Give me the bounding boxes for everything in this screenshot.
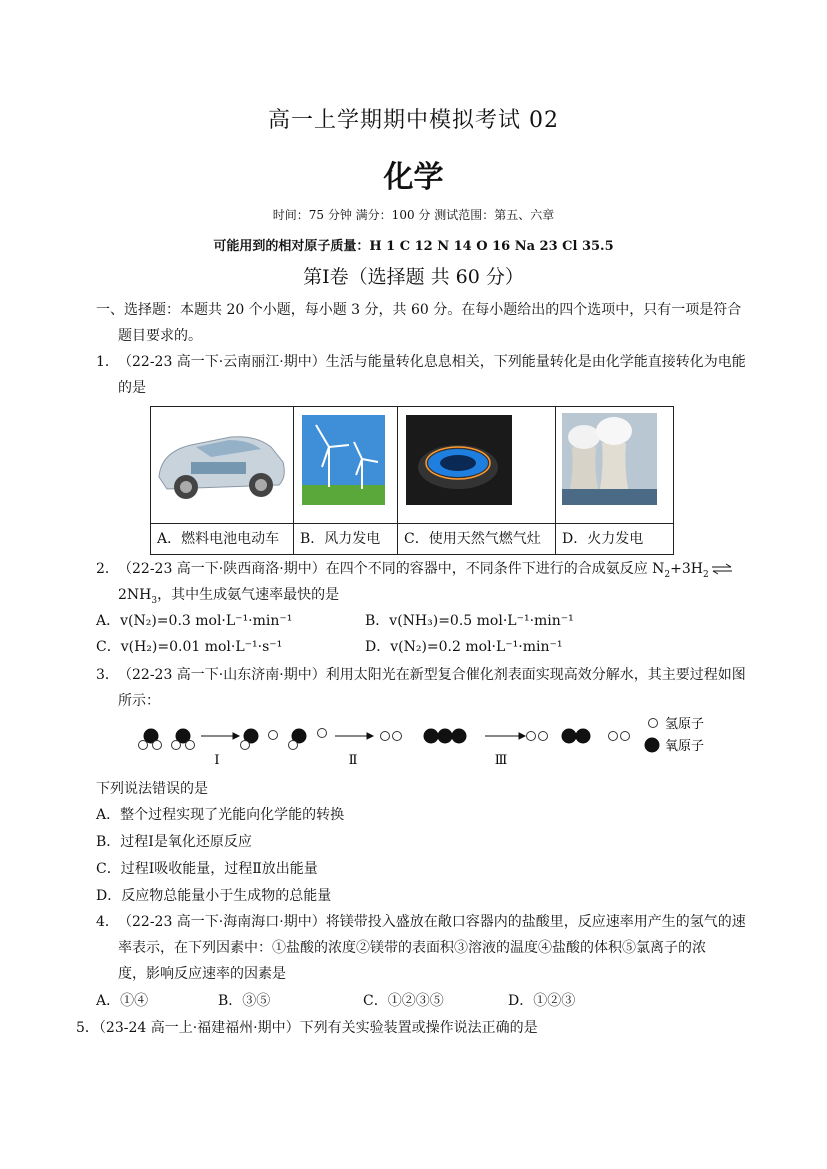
step-3-label: Ⅲ [494,753,508,768]
q3-prompt: 下列说法错误的是 [96,781,208,797]
q1-stem-line1: （22-23 高一下·云南丽江·期中）生活与能量转化息息相关，下列能量转化是由化学能直接转化为电能 [118,354,746,370]
legend-hydrogen: 氢原子 [665,717,705,732]
q3-option-a: A．整个过程实现了光能向化学能的转换 [96,807,345,823]
q4-stem-line3: 度，影响反应速率的因素是 [118,966,286,982]
q2-number: 2． [96,561,119,577]
q1-option-a: A．燃料电池电动车 [151,524,294,555]
q2-option-b: B．v(NH₃)=0.5 mol·L⁻¹·min⁻¹ [365,613,574,629]
q4-number: 4． [96,914,119,930]
step-1-label: Ⅰ [214,753,220,768]
q2-nh3-text: 2NH [118,587,152,603]
q3-option-d: D．反应物总能量小于生成物的总能量 [96,888,332,904]
instructions-line1: 一、选择题：本题共 20 个小题，每小题 3 分，共 60 分。在每小题给出的四个选项中，只有一项是符合 [96,302,742,318]
q1-option-d: D．火力发电 [556,524,674,555]
q2-option-a: A．v(N₂)=0.3 mol·L⁻¹·min⁻¹ [96,613,293,629]
q2-n2-sub: 2 [664,569,671,580]
q4-option-c: C．①②③⑤ [363,993,444,1009]
q4-option-d: D．①②③ [508,993,576,1009]
q2-option-d: D．v(N₂)=0.2 mol·L⁻¹·min⁻¹ [365,639,563,655]
q1-options-table [150,406,674,555]
q3-option-b: B．过程Ⅰ是氧化还原反应 [96,834,252,850]
q1-option-b: B．风力发电 [294,524,398,555]
atomic-masses: 可能用到的相对原子质量：H 1 C 12 N 14 O 16 Na 23 Cl 35.5 [213,239,614,254]
q5-stem: 5．（23-24 高一上·福建福州·期中）下列有关实验装置或操作说法正确的是 [76,1020,538,1036]
exam-meta: 时间：75 分钟 满分：100 分 测试范围：第五、六章 [272,208,555,222]
q2-h2-sub: 2 [703,569,709,580]
q4-option-b: B．③⑤ [218,993,271,1009]
legend-oxygen: 氧原子 [665,739,705,754]
wind-power-image [294,407,398,524]
q4-stem-line1: （22-23 高一下·海南海口·期中）将镁带投入盛放在敞口容器内的盐酸里，反应速率用产生的氢气的速 [118,914,746,930]
q4-option-a: A．①④ [96,993,149,1009]
q3-stem-line2: 所示： [118,693,160,709]
q2-option-c: C．v(H₂)=0.01 mol·L⁻¹·s⁻¹ [96,639,283,655]
q3-option-c: C．过程Ⅰ吸收能量，过程Ⅱ放出能量 [96,861,318,877]
water-splitting-diagram [135,712,725,772]
exam-title: 高一上学期期中模拟考试 02 [268,108,559,133]
q2-h2-text: +3H [670,561,704,577]
step-2-label: Ⅱ [348,753,358,768]
gas-stove-image [398,407,556,524]
instructions-line2: 题目要求的。 [118,328,202,344]
q2-stem-text: （22-23 高一下·陕西商洛·期中）在四个不同的容器中，不同条件下进行的合成氨反应 N [118,561,665,577]
equilibrium-arrow-icon [711,563,733,575]
q1-number: 1． [96,354,119,370]
q2-nh3-sub: 3 [151,595,158,606]
q1-option-c: C．使用天然气燃气灶 [398,524,556,555]
fuel-cell-car-image [151,407,294,524]
q3-stem-line1: （22-23 高一下·山东济南·期中）利用太阳光在新型复合催化剂表面实现高效分解水，其主要过程如图 [118,667,746,683]
q2-stem-tail: ，其中生成氨气速率最快的是 [157,587,340,603]
q1-stem-line2: 的是 [118,380,146,396]
section-title: 第Ⅰ卷（选择题 共 60 分） [303,266,524,288]
q4-stem-line2: 率表示，在下列因素中：①盐酸的浓度②镁带的表面积③溶液的温度④盐酸的体积⑤氯离子的浓 [118,940,706,956]
subject-title: 化学 [383,160,444,195]
thermal-power-image [556,407,674,524]
q3-number: 3． [96,667,119,683]
